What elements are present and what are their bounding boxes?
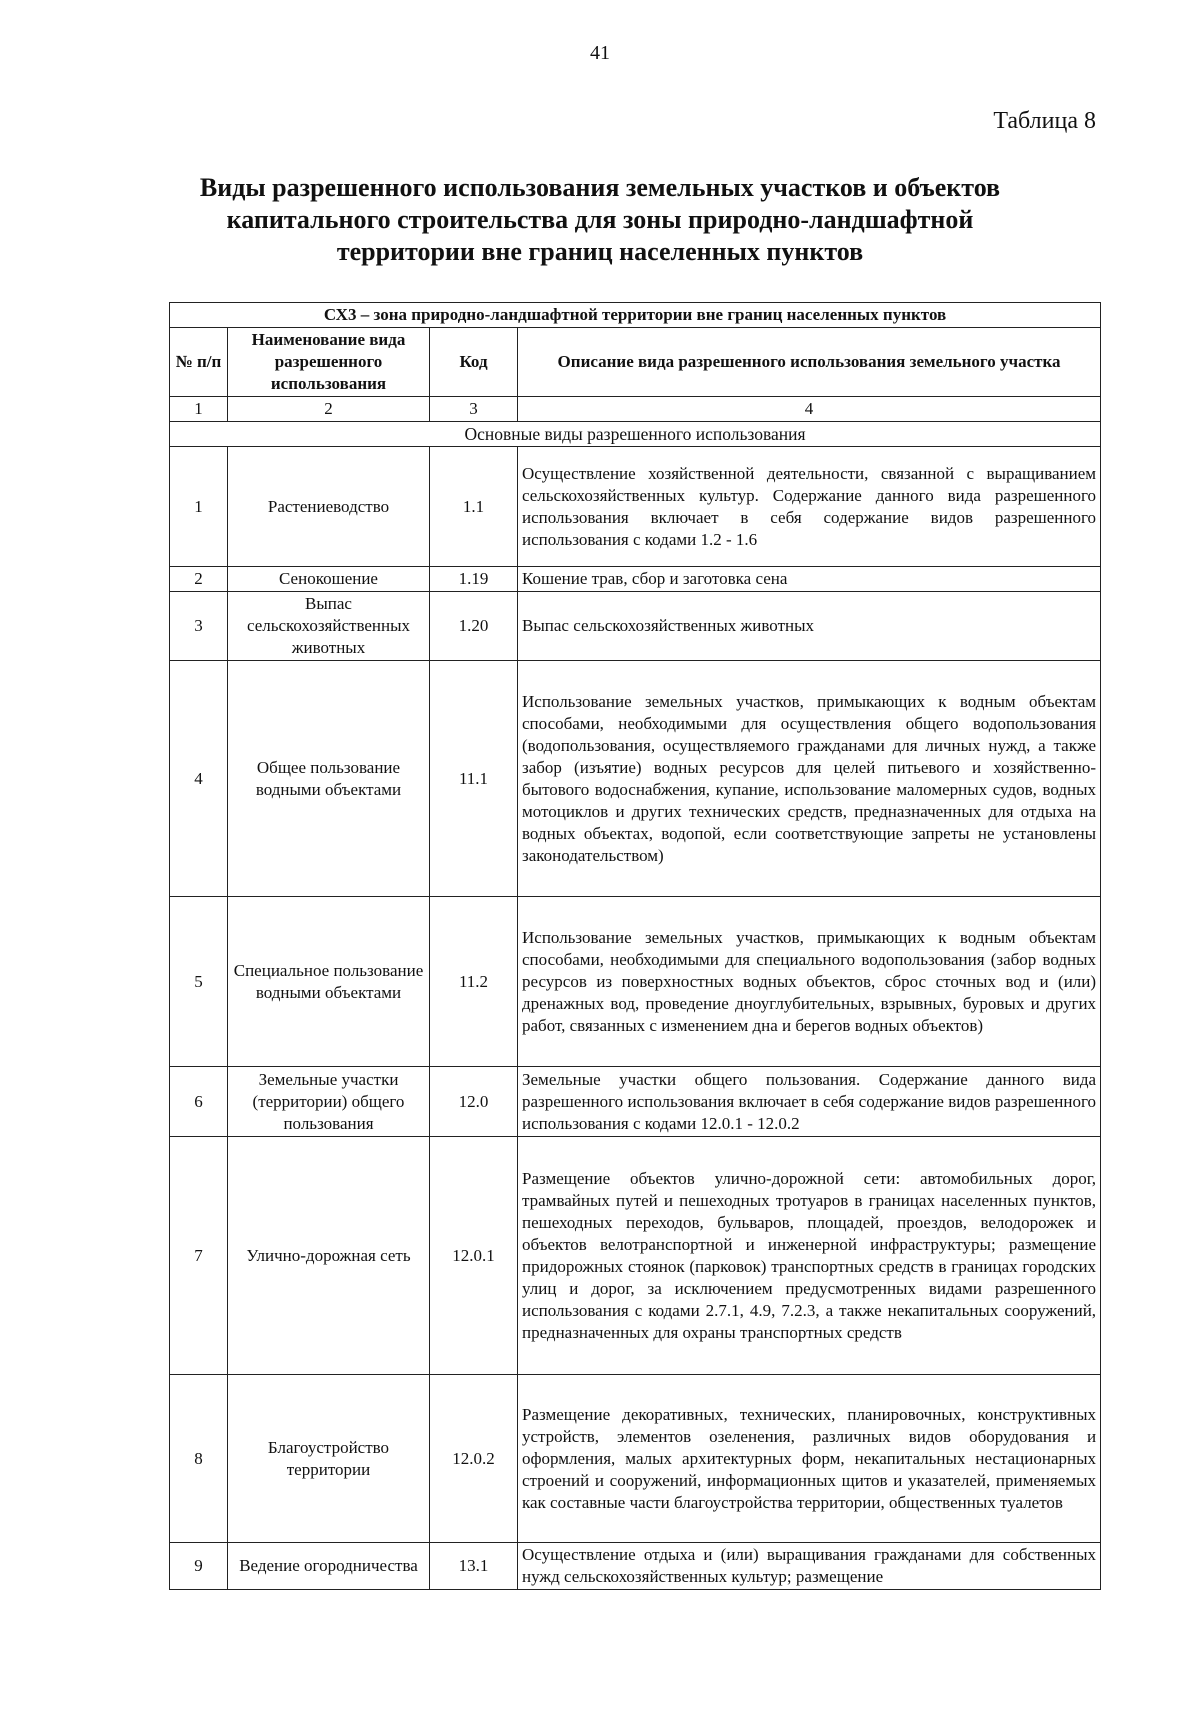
row-code: 1.1 <box>430 447 518 567</box>
table-row <box>170 897 1101 1067</box>
row-num: 3 <box>170 592 228 661</box>
row-code: 1.19 <box>430 567 518 592</box>
row-code: 11.1 <box>430 661 518 897</box>
col-number: 4 <box>518 397 1101 422</box>
table-row <box>170 1375 1101 1543</box>
land-use-table <box>169 302 1101 1590</box>
page-number: 41 <box>590 42 610 64</box>
section-title: Основные виды разрешенного использования <box>170 422 1101 447</box>
row-name: Специальное пользование водными объектами <box>228 897 430 1067</box>
table-row <box>170 567 1101 592</box>
row-name: Благоустройство территории <box>228 1375 430 1543</box>
zone-header: СХ3 – зона природно-ландшафтной территории вне границ населенных пунктов <box>170 303 1101 328</box>
row-num: 1 <box>170 447 228 567</box>
title-line: капитального строительства для зоны природно-ландшафтной <box>226 205 974 234</box>
row-code: 1.20 <box>430 592 518 661</box>
row-desc: Осуществление отдыха и (или) выращивания гражданами для собственных нужд сельскохозяйственных культур; размещение <box>518 1543 1101 1590</box>
row-name: Общее пользование водными объектами <box>228 661 430 897</box>
table-row <box>170 1067 1101 1137</box>
table-row <box>170 1137 1101 1375</box>
row-num: 5 <box>170 897 228 1067</box>
col-number: 2 <box>228 397 430 422</box>
row-desc: Выпас сельскохозяйственных животных <box>518 592 1101 661</box>
header-code: Код <box>430 328 518 397</box>
row-desc: Осуществление хозяйственной деятельности, связанной с выращиванием сельскохозяйственных культур. Содержание данного вида разрешенного использования включает в себя содержание видов разрешенного использования с кодами 1.2 - 1.6 <box>518 447 1101 567</box>
row-name: Выпас сельскохозяйственных животных <box>228 592 430 661</box>
row-num: 6 <box>170 1067 228 1137</box>
header-name: Наименование вида разрешенного использования <box>228 328 430 397</box>
table-row <box>170 592 1101 661</box>
table-row <box>170 1543 1101 1590</box>
row-name: Земельные участки (территории) общего пользования <box>228 1067 430 1137</box>
row-desc: Земельные участки общего пользования. Содержание данного вида разрешенного использования включает в себя содержание видов разрешенного использования с кодами 12.0.1 - 12.0.2 <box>518 1067 1101 1137</box>
row-code: 12.0 <box>430 1067 518 1137</box>
row-desc: Размещение декоративных, технических, планировочных, конструктивных устройств, элементов озеленения, различных видов оборудования и оформления, малых архитектурных форм, некапитальных нестационарных строений и сооружений, информационных щитов и указателей, применяемых как составные части благоустройства территории, общественных туалетов <box>518 1375 1101 1543</box>
row-num: 8 <box>170 1375 228 1543</box>
row-name: Растениеводство <box>228 447 430 567</box>
row-desc: Использование земельных участков, примыкающих к водным объектам способами, необходимыми для специального водопользования (забор водных ресурсов из поверхностных водных объектов, сброс сточных вод и (или) дренажных вод, проведение дноуглубительных, взрывных, буровых и других работ, связанных с изменением дна и берегов водных объектов) <box>518 897 1101 1067</box>
row-name: Ведение огородничества <box>228 1543 430 1590</box>
table-row <box>170 447 1101 567</box>
row-num: 7 <box>170 1137 228 1375</box>
row-name: Улично-дорожная сеть <box>228 1137 430 1375</box>
col-number: 1 <box>170 397 228 422</box>
document-title <box>150 172 1050 268</box>
col-number: 3 <box>430 397 518 422</box>
title-line: территории вне границ населенных пунктов <box>336 237 864 266</box>
header-desc: Описание вида разрешенного использования земельного участка <box>518 328 1101 397</box>
row-num: 9 <box>170 1543 228 1590</box>
row-code: 13.1 <box>430 1543 518 1590</box>
row-desc: Кошение трав, сбор и заготовка сена <box>518 567 1101 592</box>
row-desc: Использование земельных участков, примыкающих к водным объектам способами, необходимыми для осуществления общего водопользования (водопользования, осуществляемого гражданами для личных нужд, а также забор (изъятие) водных ресурсов для целей питьевого и хозяйственно-бытового водоснабжения, купание, использование маломерных судов, водных мотоциклов и других технических средств, предназначенных для отдыха на водных объектах, водопой, если соответствующие запреты не установлены законодательством) <box>518 661 1101 897</box>
row-num: 2 <box>170 567 228 592</box>
row-desc: Размещение объектов улично-дорожной сети: автомобильных дорог, трамвайных путей и пешеходных тротуаров в границах населенных пунктов, пешеходных переходов, бульваров, площадей, проездов, велодорожек и объектов велотранспортной и инженерной инфраструктуры; размещение придорожных стоянок (парковок) транспортных средств в границах городских улиц и дорог, за исключением предусмотренных видами разрешенного использования с кодами 2.7.1, 4.9, 7.2.3, а также некапитальных сооружений, предназначенных для охраны транспортных средств <box>518 1137 1101 1375</box>
header-num: № п/п <box>170 328 228 397</box>
row-num: 4 <box>170 661 228 897</box>
row-code: 12.0.2 <box>430 1375 518 1543</box>
row-code: 12.0.1 <box>430 1137 518 1375</box>
row-name: Сенокошение <box>228 567 430 592</box>
title-line: Виды разрешенного использования земельных участков и объектов <box>199 173 1001 202</box>
table-row <box>170 661 1101 897</box>
table-label: Таблица 8 <box>993 108 1096 134</box>
row-code: 11.2 <box>430 897 518 1067</box>
